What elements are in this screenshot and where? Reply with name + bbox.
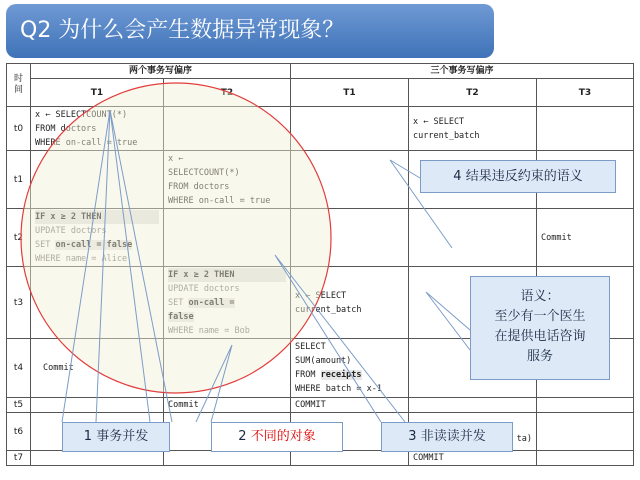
cell-right-t1	[291, 267, 409, 339]
cell-right-t1	[291, 451, 409, 466]
cell-left-t1	[31, 209, 164, 267]
header-two-txn-write-skew: 两个事务写偏序	[31, 64, 291, 79]
sql-line: IF x ≥ 2 THEN	[168, 268, 286, 282]
semantics-line: 至少有一个医生	[494, 309, 586, 324]
header-time: 时间	[7, 64, 31, 107]
cell-right-t1	[291, 339, 409, 398]
callout-constraint-violation: 4 结果违反约束的语义	[420, 160, 616, 193]
cell-left-t2	[164, 451, 291, 466]
sql-line: x ← SELECTCOUNT(*)	[35, 109, 128, 120]
callout-non-read-read: 3 非读读并发	[381, 422, 513, 452]
time-label: t2	[7, 209, 31, 267]
cell-left-t1	[31, 398, 164, 413]
header-right-t1: T1	[291, 79, 409, 107]
sql-line: FROM doctors	[35, 123, 97, 134]
header-three-txn-write-skew: 三个事务写偏序	[291, 64, 634, 79]
time-label: t3	[7, 267, 31, 339]
header-right-t2: T2	[409, 79, 537, 107]
page-title: Q2 为什么会产生数据异常现象？	[6, 4, 494, 58]
time-label: t4	[7, 339, 31, 398]
sql-line: UPDATE doctors	[168, 283, 240, 294]
sql-line: Commit	[541, 232, 572, 243]
sql-line: SET on-call =	[168, 297, 235, 308]
cell-left-t2	[164, 209, 291, 267]
write-skew-table	[6, 63, 634, 466]
callout-number: 2	[238, 429, 251, 444]
callout-different-objects	[211, 422, 343, 452]
cell-right-t2	[409, 398, 537, 413]
sql-line: current_batch	[413, 130, 480, 141]
semantics-line: 服务	[526, 349, 553, 364]
time-label: t7	[7, 451, 31, 466]
sql-line: SUM(amount)	[295, 356, 352, 366]
cell-right-t3	[537, 413, 634, 451]
sql-line: WHERE name = Alice	[35, 253, 128, 264]
sql-line: WHERE name = Bob	[168, 325, 250, 336]
cell-right-t2	[409, 107, 537, 151]
cell-left-t2	[164, 267, 291, 339]
sql-line: false	[168, 311, 194, 322]
sql-line: UPDATE doctors	[35, 225, 107, 236]
sql-line: IF x ≥ 2 THEN	[35, 210, 159, 224]
header-left-t1: T1	[31, 79, 164, 107]
cell-left-t2	[164, 151, 291, 209]
cell-right-t1	[291, 107, 409, 151]
header-right-t3: T3	[537, 79, 634, 107]
sql-line: x ←	[168, 153, 184, 164]
cell-left-t1	[31, 451, 164, 466]
sql-line: Commit	[168, 400, 199, 410]
sql-line: WHERE batch = x-1	[295, 384, 382, 394]
time-label: t5	[7, 398, 31, 413]
sql-line: COMMIT	[413, 453, 444, 463]
sql-line: Commit	[43, 363, 74, 373]
cell-right-t3	[537, 209, 634, 267]
header-left-t2: T2	[164, 79, 291, 107]
cell-left-t1	[31, 151, 164, 209]
cell-left-t1	[31, 107, 164, 151]
sql-line: x ← SELECT	[413, 116, 465, 127]
time-label: t0	[7, 107, 31, 151]
sql-line: COMMIT	[295, 400, 326, 410]
sql-line: SET on-call = false	[35, 239, 133, 250]
sql-line: WHERE on-call = true	[35, 137, 138, 148]
time-label: t1	[7, 151, 31, 209]
cell-left-t2	[164, 339, 291, 398]
sql-line: WHERE on-call = true	[168, 195, 271, 206]
semantics-line: 语义：	[520, 289, 560, 304]
sql-line: SELECTCOUNT(*)	[168, 167, 240, 178]
cell-right-t1	[291, 209, 409, 267]
sql-line: current_batch	[295, 304, 362, 315]
sql-line-partial: ta)	[516, 434, 532, 444]
cell-right-t2	[409, 209, 537, 267]
sql-line: FROM receipts	[295, 370, 362, 380]
cell-right-t3	[537, 398, 634, 413]
cell-right-t3	[537, 451, 634, 466]
sql-line: FROM doctors	[168, 181, 230, 192]
callout-concurrent-txn: 1 事务并发	[62, 422, 170, 452]
cell-left-t1	[31, 267, 164, 339]
callout-semantics	[470, 276, 610, 380]
semantics-line: 在提供电话咨询	[494, 329, 586, 344]
time-label: t6	[7, 413, 31, 451]
callout-text: 不同的对象	[250, 429, 316, 444]
cell-right-t1	[291, 151, 409, 209]
cell-right-t1	[291, 398, 409, 413]
cell-left-t1	[31, 339, 164, 398]
sql-line: x ← SELECT	[295, 290, 347, 301]
cell-right-t2	[409, 451, 537, 466]
cell-left-t2	[164, 398, 291, 413]
cell-right-t3	[537, 107, 634, 151]
sql-line: SELECT	[295, 342, 326, 352]
cell-left-t2	[164, 107, 291, 151]
